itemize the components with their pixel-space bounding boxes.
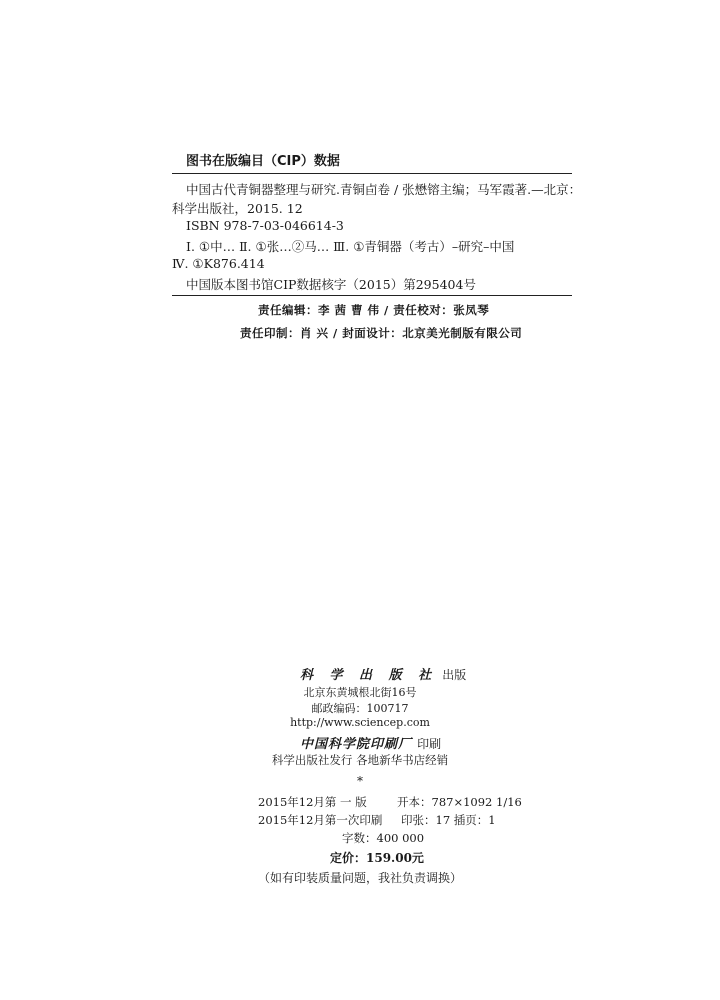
cip-classification-code: Ⅳ. ①K876.414 — [172, 256, 265, 271]
distribution-line: 科学出版社发行 各地新华书店经销 — [271, 753, 449, 767]
publisher-name-suffix: 出版 — [442, 668, 467, 682]
cip-heading: 图书在版编目（CIP）数据 — [186, 154, 340, 169]
price: 定价：159.00元 — [330, 851, 424, 865]
cip-top-rule — [172, 173, 572, 174]
staff-printing-cover: 责任印制：肖 兴 / 封面设计：北京美光制版有限公司 — [240, 326, 523, 340]
cip-classification-line: Ⅰ. ①中… Ⅱ. ①张…②马… Ⅲ. ①青铜器（考古）–研究–中国 — [186, 239, 515, 254]
printing-date: 2015年12月第一次印刷 — [258, 813, 383, 827]
sheets: 印张：17 插页：1 — [401, 813, 496, 827]
printer-name: 中国科学院印刷厂 — [300, 737, 413, 752]
publisher-postcode: 邮政编码：100717 — [311, 702, 409, 715]
printer-suffix: 印刷 — [417, 737, 442, 751]
publisher-url: http://www.sciencep.com — [290, 716, 430, 729]
publisher-address: 北京东黄城根北街16号 — [303, 686, 417, 699]
format: 开本：787×1092 1/16 — [397, 795, 522, 809]
staff-editors: 责任编辑：李 茜 曹 伟 / 责任校对：张凤琴 — [258, 303, 490, 317]
cip-record-number: 中国版本图书馆CIP数据核字（2015）第295404号 — [186, 277, 476, 292]
publisher-name-line — [300, 664, 466, 683]
printer-line — [300, 733, 441, 752]
word-count: 字数：400 000 — [342, 831, 425, 845]
publisher-name: 科 学 出 版 社 — [300, 668, 438, 683]
separator-star: * — [357, 774, 363, 788]
edition: 2015年12月第 一 版 — [258, 795, 367, 809]
cip-publisher-line: 科学出版社，2015. 12 — [172, 201, 303, 216]
cip-isbn: ISBN 978-7-03-046614-3 — [186, 218, 344, 233]
cip-title-line: 中国古代青铜器整理与研究.青铜卣卷 / 张懋镕主编；马军霞著.—北京： — [186, 182, 582, 197]
quality-notice: （如有印装质量问题，我社负责调换） — [257, 871, 462, 885]
cip-bottom-rule — [172, 295, 572, 296]
